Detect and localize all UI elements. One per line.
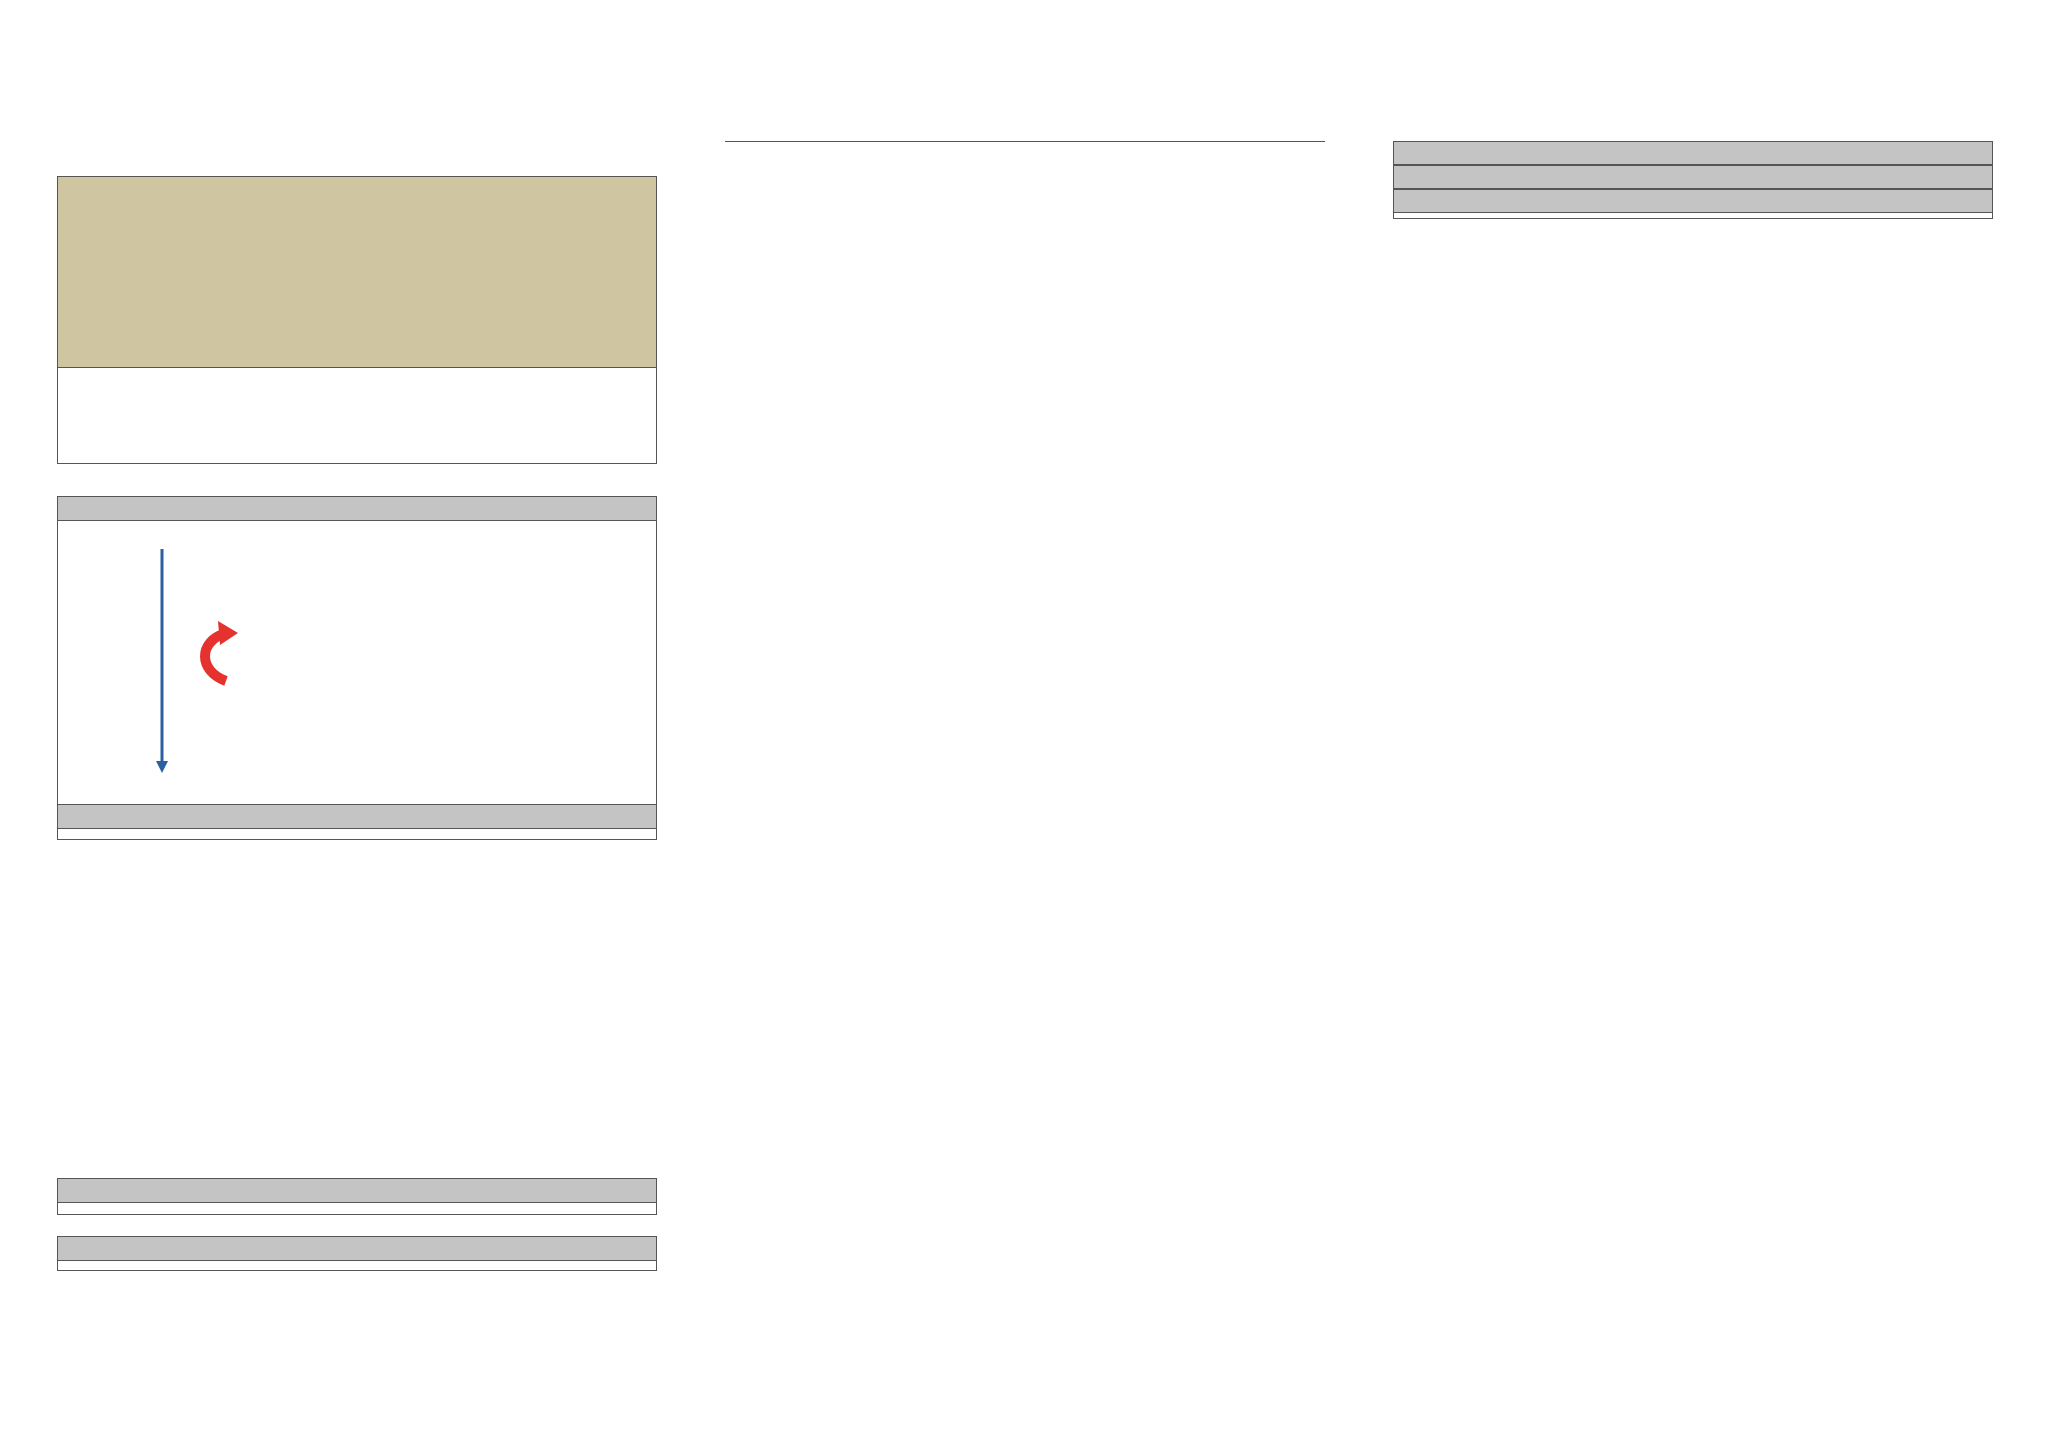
section-1-box: [57, 496, 657, 806]
section-3-header: [58, 1179, 656, 1203]
column-right: [1393, 141, 1993, 219]
section-2-header: [58, 805, 656, 829]
section-24-header: [1394, 141, 1992, 165]
section-1: [57, 496, 657, 806]
section-2: [57, 804, 657, 840]
section-4-box: [57, 1236, 657, 1271]
section-26-body: [1394, 213, 1992, 218]
section-4: [57, 1236, 657, 1271]
section-4-header: [58, 1237, 656, 1261]
section-4-body: [58, 1261, 656, 1270]
section-2-box: [57, 804, 657, 840]
intro-text: [58, 368, 656, 396]
petunjuk-title: [58, 177, 656, 181]
section-3: [57, 1178, 657, 1215]
hierarchy-of-controls-graphic: [58, 521, 656, 805]
section-3-box: [57, 1178, 657, 1215]
petunjuk-box: [57, 176, 657, 368]
column-left: [57, 176, 657, 464]
intro-box: [57, 368, 657, 464]
section-1-header: [58, 497, 656, 521]
hierarchy-diagram: [58, 521, 655, 805]
section-26-header: [1394, 189, 1992, 213]
section-3-body: [58, 1203, 656, 1214]
section-25-header: [1394, 165, 1992, 189]
section-2-body: [58, 829, 656, 839]
column-middle: [725, 141, 1325, 142]
